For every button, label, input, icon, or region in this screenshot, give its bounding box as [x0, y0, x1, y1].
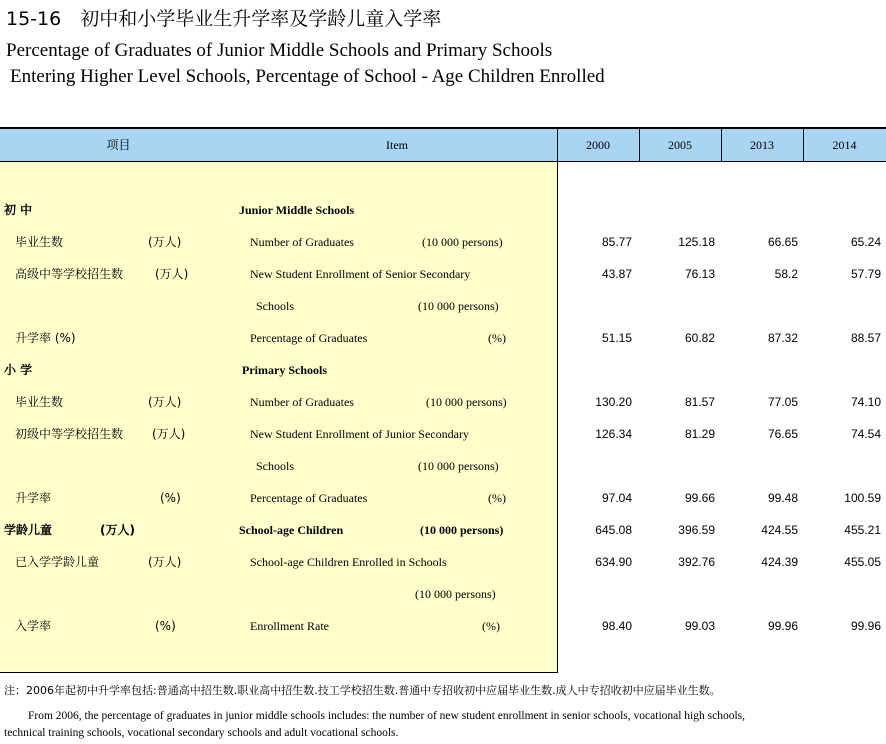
cell-2005: 81.29 — [684, 427, 715, 441]
row-unit-en: (10 000 persons) — [418, 459, 499, 473]
row-label-en: School-age Children Enrolled in Schools — [250, 555, 447, 569]
cell-2013: 76.65 — [767, 427, 798, 441]
cell-2013: 66.65 — [767, 235, 798, 249]
cell-2014: 100.59 — [844, 491, 881, 505]
table-bottom-border — [0, 672, 557, 673]
row-unit-en: (10 000 persons) — [422, 235, 503, 249]
row-unit-en: (10 000 persons) — [420, 523, 504, 537]
page-title-cn: 15-16 初中和小学毕业生升学率及学龄儿童入学率 — [6, 8, 442, 30]
cell-2005: 392.76 — [678, 555, 715, 569]
row-label-en: Number of Graduates — [250, 235, 354, 249]
cell-2000: 645.08 — [595, 523, 632, 537]
row-label-en: New Student Enrollment of Senior Secondary — [250, 267, 471, 281]
cell-2014: 74.54 — [850, 427, 881, 441]
cell-2013: 87.32 — [767, 331, 798, 345]
table-row — [0, 610, 886, 642]
row-label-cn: 升学率 — [15, 491, 52, 505]
cell-2014: 99.96 — [850, 619, 881, 633]
header-year-2014: 2014 — [832, 138, 857, 152]
row-unit-en: (10 000 persons) — [426, 395, 507, 409]
row-unit-cn: (万人) — [148, 235, 182, 249]
header-year-2005: 2005 — [668, 138, 692, 152]
cell-2005: 99.03 — [684, 619, 715, 633]
table-row — [0, 418, 886, 450]
cell-2000: 126.34 — [595, 427, 632, 441]
row-label-en: Primary Schools — [242, 363, 327, 377]
row-unit-cn: (万人) — [155, 267, 189, 281]
cell-2000: 43.87 — [601, 267, 632, 281]
footnote-cn: 注：2006年起初中升学率包括:普通高中招生数.职业高中招生数.技工学校招生数.普通中专招收初中应届毕业生数.成人中专招收初中应届毕业生数。 — [4, 684, 721, 697]
page-title-en-line2: Entering Higher Level Schools, Percentage of School - Age Children Enrolled — [10, 66, 605, 87]
cell-2014: 65.24 — [850, 235, 881, 249]
cell-2005: 396.59 — [678, 523, 715, 537]
row-unit-cn: (%) — [160, 491, 181, 505]
row-label-en: Percentage of Graduates — [250, 331, 368, 345]
table-row — [0, 354, 886, 386]
cell-2014: 74.10 — [850, 395, 881, 409]
cell-2013: 99.48 — [767, 491, 798, 505]
row-unit-cn: (%) — [155, 619, 176, 633]
cell-2005: 81.57 — [684, 395, 715, 409]
header-item-cn: 项目 — [106, 138, 131, 152]
cell-2000: 130.20 — [595, 395, 632, 409]
row-unit-cn: (万人) — [152, 427, 186, 441]
row-label-en: School-age Children — [239, 523, 344, 537]
row-unit-cn: (万人) — [148, 555, 182, 569]
row-label-en: Number of Graduates — [250, 395, 354, 409]
statistics-table — [0, 127, 886, 673]
row-label-cn: 初级中等学校招生数 — [15, 427, 124, 441]
row-label-cn: 小 学 — [4, 363, 33, 377]
row-label-cn: 毕业生数 — [15, 235, 64, 249]
footnote-en-line2: technical training schools, vocational secondary schools and adult vocational schools. — [4, 727, 399, 739]
cell-2005: 99.66 — [684, 491, 715, 505]
header-year-2013: 2013 — [750, 138, 774, 152]
row-label-cn: 初 中 — [4, 203, 33, 217]
cell-2013: 424.55 — [761, 523, 798, 537]
cell-2005: 125.18 — [678, 235, 715, 249]
cell-2000: 634.90 — [595, 555, 632, 569]
cell-2013: 58.2 — [774, 267, 798, 281]
row-label-cn: 学龄儿童 — [4, 523, 53, 537]
table-row — [0, 546, 886, 578]
cell-2013: 99.96 — [767, 619, 798, 633]
row-label-cn: 毕业生数 — [15, 395, 64, 409]
row-label-en: Enrollment Rate — [250, 619, 329, 633]
row-label-cn: 高级中等学校招生数 — [15, 267, 124, 281]
cell-2000: 85.77 — [601, 235, 632, 249]
row-unit-cn: (万人) — [100, 523, 135, 537]
footnote-en-line1: From 2006, the percentage of graduates in junior middle schools includes: the number of new student enrollment in senior schools, vocational high schools, — [28, 710, 746, 722]
cell-2014: 88.57 — [850, 331, 881, 345]
header-item-en: Item — [386, 138, 408, 152]
cell-2000: 98.40 — [601, 619, 632, 633]
cell-2014: 455.21 — [844, 523, 881, 537]
table-row — [0, 226, 886, 258]
table-row — [0, 194, 886, 226]
row-label-en: Schools — [256, 299, 295, 313]
row-label-cn: 已入学学龄儿童 — [15, 555, 100, 569]
cell-2013: 424.39 — [761, 555, 798, 569]
header-year-2000: 2000 — [586, 138, 610, 152]
table-row — [0, 450, 886, 482]
cell-2000: 51.15 — [601, 331, 632, 345]
table-row — [0, 322, 886, 354]
cell-2000: 97.04 — [601, 491, 632, 505]
table-row — [0, 482, 886, 514]
table-row — [0, 386, 886, 418]
row-unit-en: (10 000 persons) — [415, 587, 496, 601]
cell-2013: 77.05 — [767, 395, 798, 409]
row-label-en: Schools — [256, 459, 295, 473]
row-unit-en: (10 000 persons) — [418, 299, 499, 313]
header-divider — [721, 127, 722, 162]
header-divider — [803, 127, 804, 162]
row-unit-en: (%) — [488, 331, 506, 345]
cell-2005: 76.13 — [684, 267, 715, 281]
row-unit-en: (%) — [488, 491, 506, 505]
cell-2005: 60.82 — [684, 331, 715, 345]
row-unit-cn: (万人) — [148, 395, 182, 409]
table-row — [0, 290, 886, 322]
cell-2014: 57.79 — [850, 267, 881, 281]
table-row — [0, 578, 886, 610]
row-unit-en: (%) — [482, 619, 500, 633]
row-label-en: Junior Middle Schools — [239, 203, 355, 217]
table-row — [0, 258, 886, 290]
header-divider — [639, 127, 640, 162]
table-row — [0, 514, 886, 546]
row-label-en: Percentage of Graduates — [250, 491, 368, 505]
page-title-en-line1: Percentage of Graduates of Junior Middle Schools and Primary Schools — [6, 40, 553, 61]
cell-2014: 455.05 — [844, 555, 881, 569]
row-label-cn: 入学率 — [15, 619, 52, 633]
table-header — [0, 127, 886, 162]
row-label-cn: 升学率 (%) — [15, 331, 76, 345]
row-label-en: New Student Enrollment of Junior Secondary — [250, 427, 469, 441]
